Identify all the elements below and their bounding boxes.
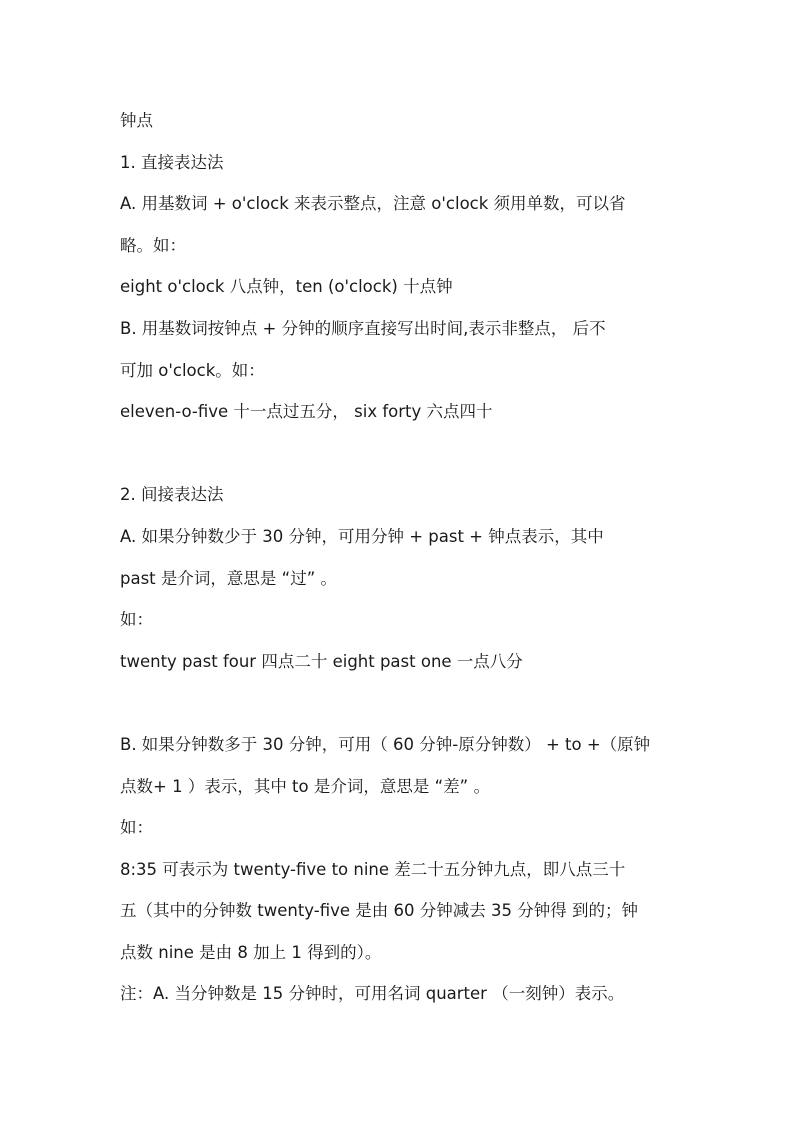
section-1-title: 1. 直接表达法 bbox=[120, 152, 224, 172]
blank-line bbox=[120, 433, 676, 475]
section-2-b-example-line-1: 8:35 可表示为 twenty-five to nine 差二十五分钟九点，即八点三十 bbox=[120, 859, 626, 879]
blank-line bbox=[120, 682, 676, 724]
heading: 钟点 bbox=[120, 111, 153, 130]
document-body bbox=[120, 100, 676, 1015]
section-1-a-line-2: 略。如： bbox=[120, 235, 186, 255]
section-2-a-ru: 如： bbox=[120, 610, 153, 630]
section-1-a-example: eight o'clock 八点钟，ten (o'clock) 十点钟 bbox=[120, 277, 453, 297]
section-2-b-ru: 如： bbox=[120, 818, 153, 838]
section-1-b-example: eleven-o-five 十一点过五分， six forty 六点四十 bbox=[120, 402, 493, 422]
note-line: 注：A. 当分钟数是 15 分钟时，可用名词 quarter （一刻钟）表示。 bbox=[120, 984, 625, 1004]
section-2-a-line-1: A. 如果分钟数少于 30 分钟，可用分钟 + past + 钟点表示，其中 bbox=[120, 526, 604, 546]
section-2-b-example-line-2: 五（其中的分钟数 twenty-five 是由 60 分钟减去 35 分钟得 到的；钟 bbox=[120, 901, 638, 921]
section-1-b-line-2: 可加 o'clock。如： bbox=[120, 360, 265, 380]
section-2-b-line-2: 点数+ 1 ）表示，其中 to 是介词，意思是 “差” 。 bbox=[120, 776, 490, 796]
section-1-a-line-1: A. 用基数词 + o'clock 来表示整点，注意 o'clock 须用单数，可以省 bbox=[120, 194, 626, 214]
section-2-b-line-1: B. 如果分钟数多于 30 分钟，可用（ 60 分钟-原分钟数） + to +（原钟 bbox=[120, 734, 651, 754]
section-1-b-line-1: B. 用基数词按钟点 + 分钟的顺序直接写出时间,表示非整点， 后不 bbox=[120, 318, 606, 338]
section-2-b-example-line-3: 点数 nine 是由 8 加上 1 得到的）。 bbox=[120, 942, 382, 962]
section-2-title: 2. 间接表达法 bbox=[120, 485, 224, 505]
section-2-a-line-2: past 是介词，意思是 “过” 。 bbox=[120, 568, 337, 588]
section-2-a-example: twenty past four 四点二十 eight past one 一点八分 bbox=[120, 651, 523, 671]
